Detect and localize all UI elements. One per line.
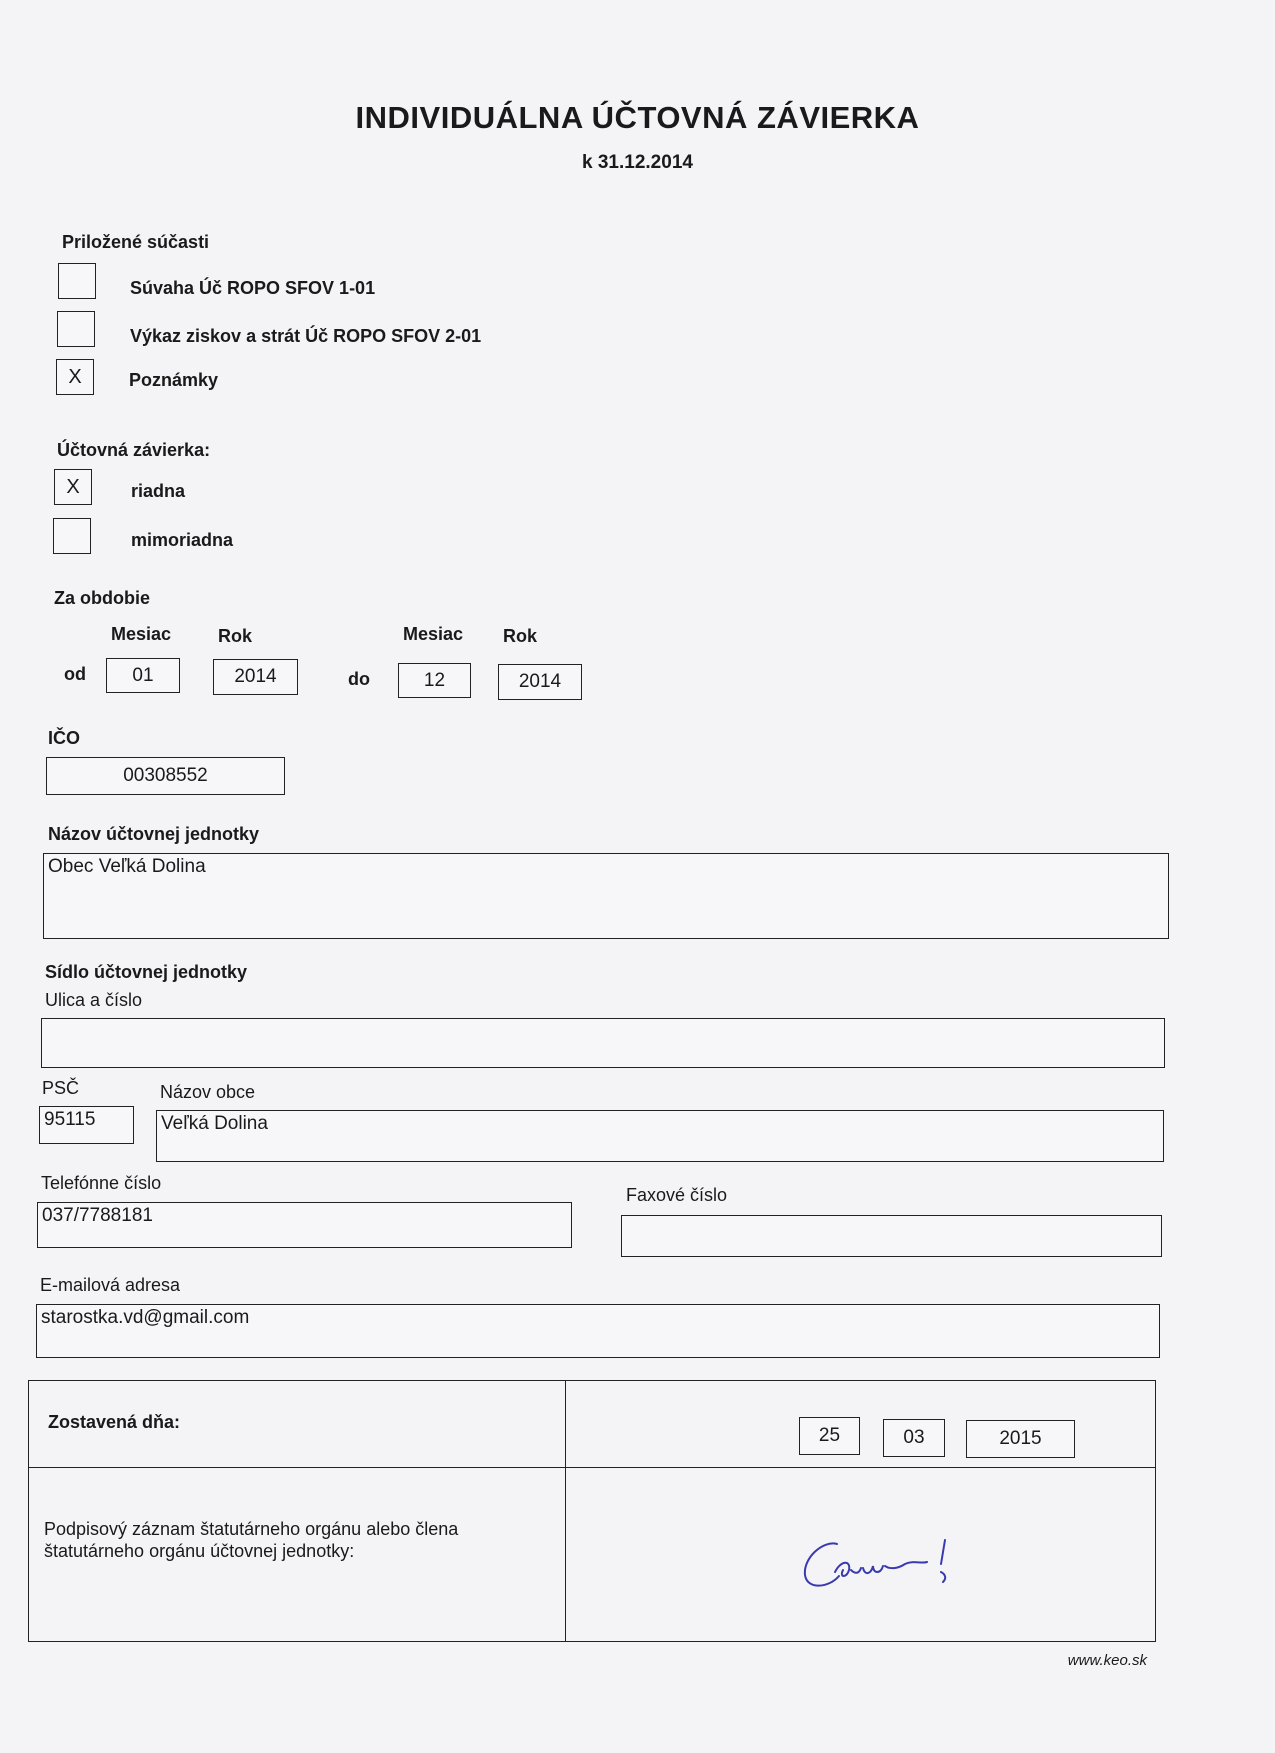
- ico-field[interactable]: 00308552: [46, 757, 285, 795]
- attachment-notes-checkbox[interactable]: X: [56, 359, 94, 395]
- period-to-year-label: Rok: [503, 626, 538, 646]
- phone-label: Telefónne číslo: [41, 1173, 162, 1193]
- attachment-notes-label: Poznámky: [129, 370, 219, 390]
- closing-regular-checkbox[interactable]: X: [54, 469, 92, 505]
- signature-stroke: [805, 1540, 945, 1586]
- email-field[interactable]: starostka.vd@gmail.com: [36, 1304, 1160, 1358]
- closing-type-heading: Účtovná závierka:: [57, 440, 211, 460]
- attachment-balance-label: Súvaha Úč ROPO SFOV 1-01: [130, 278, 376, 298]
- attachment-pl-checkbox[interactable]: [57, 311, 95, 347]
- ico-label: IČO: [48, 728, 81, 748]
- attachments-heading: Priložené súčasti: [62, 232, 210, 252]
- psc-field[interactable]: 95115: [39, 1106, 134, 1144]
- entity-name-label: Názov účtovnej jednotky: [48, 824, 260, 844]
- period-from-year-field[interactable]: 2014: [213, 659, 298, 695]
- entity-name-field[interactable]: Obec Veľká Dolina: [43, 853, 1169, 939]
- compiled-date-label: Zostavená dňa:: [48, 1412, 181, 1432]
- city-field[interactable]: Veľká Dolina: [156, 1110, 1164, 1162]
- fax-field[interactable]: [621, 1215, 1162, 1257]
- fax-label: Faxové číslo: [626, 1185, 728, 1205]
- city-label: Názov obce: [160, 1082, 256, 1102]
- attachment-balance-checkbox[interactable]: [58, 263, 96, 299]
- period-heading: Za obdobie: [54, 588, 150, 608]
- closing-extraordinary-checkbox[interactable]: [53, 518, 91, 554]
- compiled-year-field[interactable]: 2015: [966, 1420, 1075, 1458]
- address-heading: Sídlo účtovnej jednotky: [45, 962, 248, 982]
- form-title: INDIVIDUÁLNA ÚČTOVNÁ ZÁVIERKA: [355, 100, 920, 135]
- street-field[interactable]: [41, 1018, 1165, 1068]
- period-to-year-field[interactable]: 2014: [498, 664, 582, 700]
- table-divider-vertical: [565, 1381, 566, 1641]
- signature-label: [44, 1518, 458, 1562]
- period-from-month-label: Mesiac: [111, 624, 172, 644]
- period-from-label: od: [64, 664, 86, 684]
- period-to-month-label: Mesiac: [403, 624, 464, 644]
- signature-image: [795, 1530, 975, 1600]
- closing-extraordinary-label: mimoriadna: [131, 530, 234, 550]
- period-to-month-field[interactable]: 12: [398, 663, 471, 698]
- signature-label-line2: štatutárneho orgánu účtovnej jednotky:: [44, 1541, 355, 1561]
- attachment-pl-label: Výkaz ziskov a strát Úč ROPO SFOV 2-01: [130, 326, 482, 346]
- street-label: Ulica a číslo: [45, 990, 143, 1010]
- psc-label: PSČ: [42, 1078, 80, 1098]
- period-from-year-label: Rok: [218, 626, 253, 646]
- compiled-day-field[interactable]: 25: [799, 1417, 860, 1455]
- compiled-month-field[interactable]: 03: [883, 1419, 945, 1457]
- email-label: E-mailová adresa: [40, 1275, 181, 1295]
- closing-regular-label: riadna: [131, 481, 186, 501]
- footer-url[interactable]: www.keo.sk: [1067, 1652, 1147, 1669]
- phone-field[interactable]: 037/7788181: [37, 1202, 572, 1248]
- signature-label-line1: Podpisový záznam štatutárneho orgánu alebo člena: [44, 1519, 459, 1539]
- period-to-label: do: [348, 669, 370, 689]
- form-date: k 31.12.2014: [582, 152, 693, 173]
- table-divider-horizontal: [29, 1467, 1155, 1468]
- period-from-month-field[interactable]: 01: [106, 658, 180, 693]
